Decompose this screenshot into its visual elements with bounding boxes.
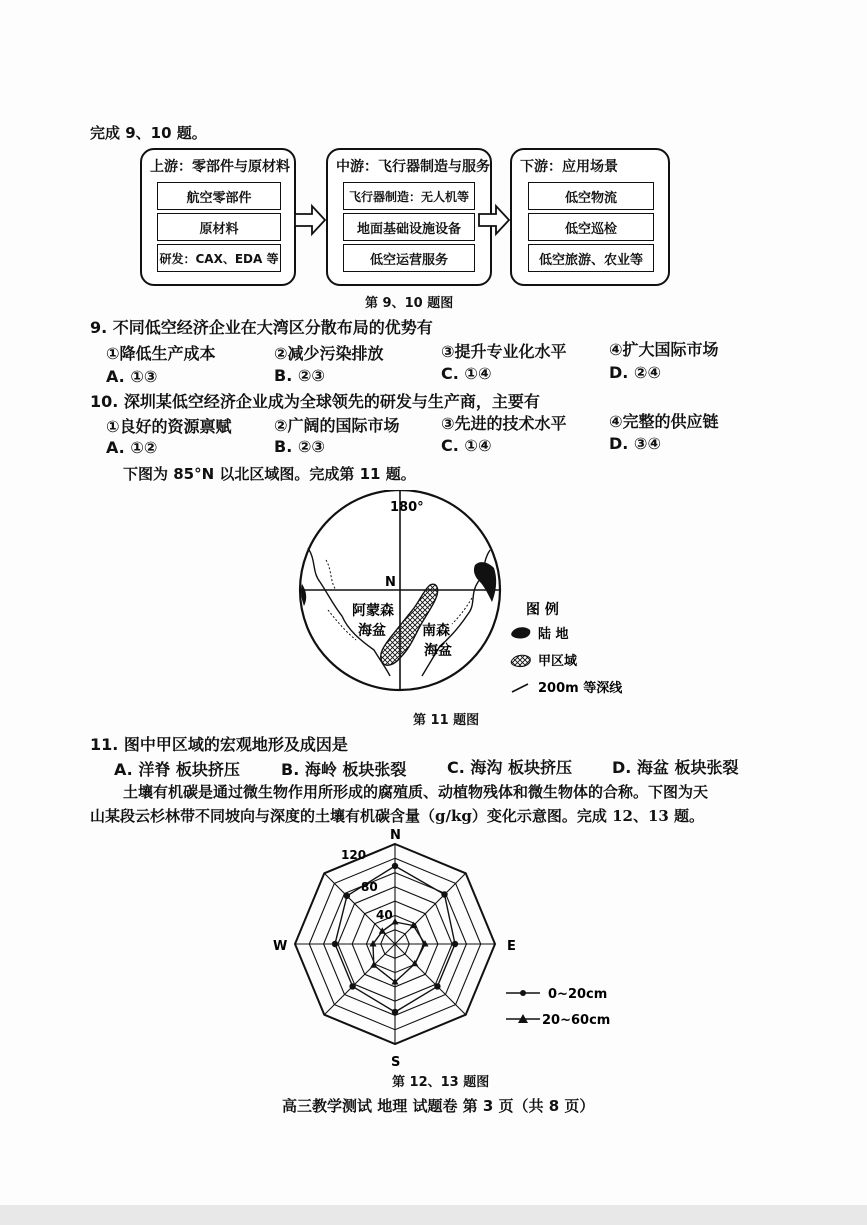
radar-legend-b-label: 20~60cm (542, 1013, 611, 1028)
map-legend-title: 图 例 (526, 602, 559, 618)
q9-stem: 9. 不同低空经济企业在大湾区分散布局的优势有 (90, 318, 433, 337)
flow-downstream-item: 低空物流 (528, 182, 654, 210)
flow-upstream-item: 原材料 (157, 213, 281, 241)
flow-downstream-group (510, 148, 670, 286)
flow-midstream-item: 低空运营服务 (343, 244, 475, 272)
q10-option-d: D. ③④ (609, 434, 662, 453)
q10-statement: ③先进的技术水平 (441, 414, 567, 433)
legend-isobath-icon (512, 684, 528, 692)
q10-option-b: B. ②③ (274, 437, 325, 456)
q11-stem: 11. 图中甲区域的宏观地形及成因是 (90, 735, 348, 754)
legend-land-icon (511, 627, 530, 638)
radar-chart (270, 822, 630, 1072)
q10-option-c: C. ①④ (441, 436, 492, 455)
flow-midstream-title: 中游：飞行器制造与服务 (336, 159, 490, 175)
series-0-20cm-point (434, 983, 440, 989)
page-footer: 高三教学测试 地理 试题卷 第 3 页（共 8 页） (282, 1097, 595, 1115)
intro-q11: 下图为 85°N 以北区域图。完成第 11 题。 (123, 465, 416, 483)
basin-nansen: 海盆 (424, 643, 452, 659)
radar-spoke (395, 944, 466, 1015)
basin-nansen: 南森 (422, 623, 450, 639)
scan-bottom-strip (0, 1205, 867, 1225)
q9-option-c: C. ①④ (441, 364, 492, 383)
series-0-20cm-point (344, 893, 350, 899)
radar-dir-e: E (507, 939, 516, 954)
flow-midstream-item: 地面基础设施设备 (343, 213, 475, 241)
q10-statement: ④完整的供应链 (609, 412, 719, 431)
flow-downstream-title: 下游：应用场景 (520, 159, 618, 175)
q9-statement: ④扩大国际市场 (609, 340, 719, 359)
series-0-20cm-point (392, 1009, 398, 1015)
flow-upstream-item: 航空零部件 (157, 182, 281, 210)
intro-text: 完成 9、10 题。 (90, 124, 207, 142)
q10-statement: ②广阔的国际市场 (274, 416, 400, 435)
q10-statement: ①良好的资源禀赋 (106, 417, 232, 436)
radar-spoke (324, 944, 395, 1015)
flow-midstream-item: 飞行器制造：无人机等 (343, 182, 475, 210)
passage-line-2: 山某段云杉林带不同坡向与深度的土壤有机碳含量（g/kg）变化示意图。完成 12、13 题。 (90, 807, 705, 825)
radar-legend-a-marker (520, 990, 526, 996)
q9-statement: ①降低生产成本 (106, 344, 216, 363)
radar-tick-40: 40 (376, 908, 393, 922)
legend-isobath-label: 200m 等深线 (538, 681, 623, 696)
radar-tick-80: 80 (361, 880, 378, 894)
label-180: 180° (390, 500, 424, 515)
series-0-20cm-point (332, 941, 338, 947)
series-0-20cm-point (452, 941, 458, 947)
flow-downstream-item: 低空旅游、农业等 (528, 244, 654, 272)
q9-option-a: A. ①③ (106, 367, 158, 386)
q9-option-d: D. ②④ (609, 363, 662, 382)
flow-downstream-item: 低空巡检 (528, 213, 654, 241)
radar-caption: 第 12、13 题图 (392, 1075, 490, 1090)
series-0-20cm-point (441, 891, 447, 897)
q9-statement: ③提升专业化水平 (441, 342, 567, 361)
basin-amundsen: 阿蒙森 (352, 603, 394, 619)
flow-upstream-title: 上游：零部件与原材料 (150, 159, 290, 175)
legend-region-icon (511, 655, 530, 666)
radar-dir-n: N (390, 828, 401, 843)
legend-land-label: 陆 地 (538, 627, 569, 642)
series-0-20cm-point (392, 863, 398, 869)
q10-option-a: A. ①② (106, 438, 158, 457)
q9-statement: ②减少污染排放 (274, 344, 384, 363)
flow-arrow-2 (476, 200, 512, 240)
passage-line-1: 土壤有机碳是通过微生物作用所形成的腐殖质、动植物残体和微生物体的合称。下图为天 (123, 783, 709, 801)
legend-region-label: 甲区域 (538, 654, 578, 669)
flow-midstream-group (326, 148, 492, 286)
q10-stem: 10. 深圳某低空经济企业成为全球领先的研发与生产商，主要有 (90, 392, 540, 411)
radar-legend-a-label: 0~20cm (548, 987, 608, 1002)
series-0-20cm-point (349, 983, 355, 989)
polar-map (290, 490, 630, 710)
q11-option-a: A. 洋脊 板块挤压 (114, 760, 240, 779)
label-north-pole: N (385, 575, 396, 590)
q11-option-b: B. 海岭 板块张裂 (281, 760, 407, 779)
flow-caption: 第 9、10 题图 (365, 296, 454, 311)
radar-dir-s: S (391, 1055, 401, 1070)
map-caption: 第 11 题图 (413, 713, 480, 728)
q11-option-c: C. 海沟 板块挤压 (447, 758, 572, 777)
radar-spoke (395, 873, 466, 944)
radar-dir-w: W (273, 939, 288, 954)
basin-amundsen: 海盆 (358, 623, 386, 639)
radar-tick-120: 120 (341, 848, 367, 862)
q11-option-d: D. 海盆 板块张裂 (612, 758, 739, 777)
flow-upstream-item: 研发：CAX、EDA 等 (157, 244, 281, 272)
q9-option-b: B. ②③ (274, 366, 325, 385)
flow-arrow-1 (292, 200, 328, 240)
flow-upstream-group (140, 148, 296, 286)
